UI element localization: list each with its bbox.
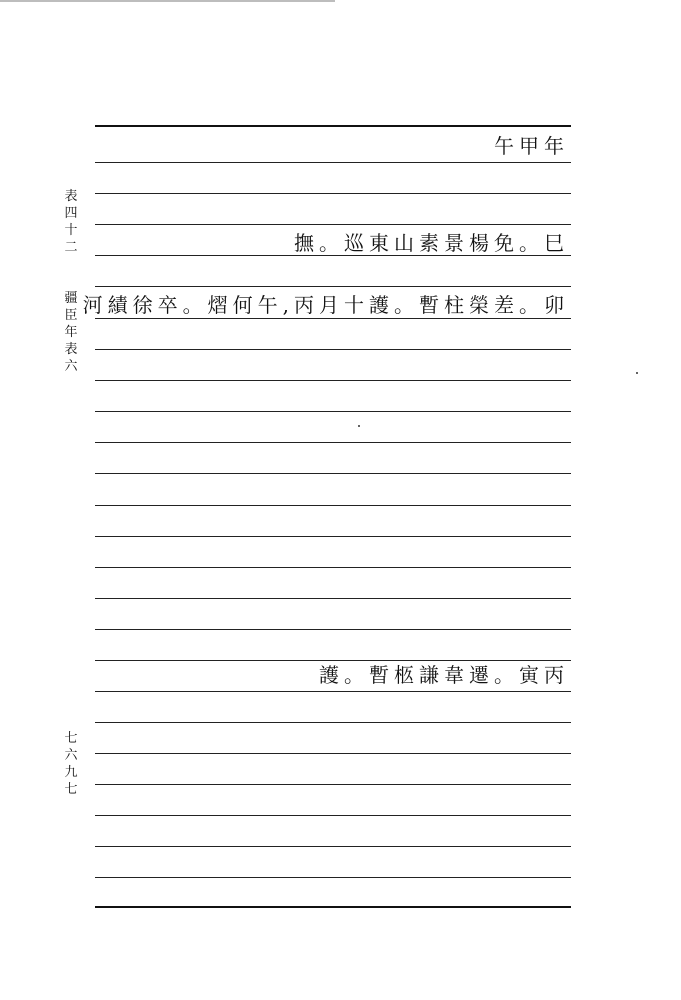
row-year-header: 午甲年 <box>494 134 569 158</box>
table-rule <box>95 473 571 474</box>
side-title: 疆臣年表六 <box>64 291 78 374</box>
table-rule <box>95 286 571 287</box>
scan-top-edge <box>0 0 335 2</box>
row-entry-yin: 護。暫柩謙韋遷。寅丙 <box>319 663 569 687</box>
table-rule <box>95 162 571 163</box>
table-rule <box>95 877 571 878</box>
table-rule <box>95 567 571 568</box>
table-rule <box>95 815 571 816</box>
row-entry-si: 撫。巡東山素景楊免。巳 <box>294 231 569 255</box>
table-rule <box>95 411 571 412</box>
table-rule <box>95 380 571 381</box>
table-rule <box>95 224 571 225</box>
table-rule <box>95 505 571 506</box>
table-rule <box>95 722 571 723</box>
table-rule <box>95 255 571 256</box>
table-rule <box>95 846 571 847</box>
row-entry-mao: 河績徐卒。熠何午,丙月十護。暫柱榮差。卯 <box>82 293 569 317</box>
page-number: 七六九七 <box>64 731 78 797</box>
table-rule <box>95 598 571 599</box>
table-rule <box>95 193 571 194</box>
table-rule <box>95 691 571 692</box>
table-rule <box>95 660 571 661</box>
table-rule <box>95 753 571 754</box>
table-rule <box>95 442 571 443</box>
side-header: 表四十二 <box>64 189 78 255</box>
scan-speck <box>636 372 638 374</box>
table-rule <box>95 784 571 785</box>
table-rule <box>95 125 571 127</box>
table-rule <box>95 349 571 350</box>
scan-speck <box>358 425 360 427</box>
table-rule <box>95 629 571 630</box>
table-rule <box>95 536 571 537</box>
table-rule <box>95 318 571 319</box>
table-rule <box>95 906 571 908</box>
